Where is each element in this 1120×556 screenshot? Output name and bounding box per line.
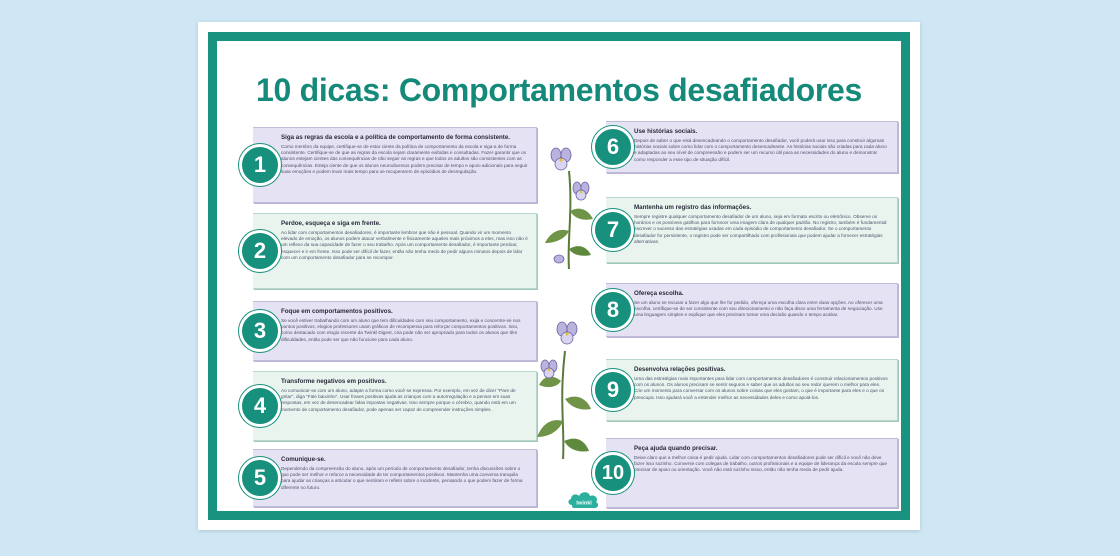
tip-text: Ao lidar com comportamentos desafiadores, é importante lembrar que não é pessoal. Quando vir um momento elevado de emoção, os alunos podem atacar verbalmente e fisicamente aqueles mais próximos a eles, mas isso não é um reflexo da sua capacidade de fazer o seu trabalho. Após um comportamento desafiador, é importante perdoar, esquecer e ir em frente. Isso pode ser difícil de fazer, então não tenha medo de pedir alguns minutos depois de lidar com um comportamento desafiador para se recompor. bbox=[281, 230, 528, 260]
tip-number: 3 bbox=[239, 310, 281, 352]
tip-5 bbox=[239, 449, 537, 507]
poster-sheet bbox=[198, 22, 920, 530]
tip-heading: Siga as regras da escola e a política de comportamento de forma consistente. bbox=[281, 134, 511, 141]
tip-number: 7 bbox=[592, 209, 634, 251]
tip-2 bbox=[239, 213, 537, 289]
tip-text: Deixe claro que a melhor coisa é pedir ajuda. Lidar com comportamentos desafiadores pode ser difícil e você não deve fazer isso sozinho. Converse com colegas de trabalho, outros profissionais e a equipe de liderança da escola sempre que precisar de apoio ou orientação. Você não está sozinho nisso, então não tenha medo de pedir ajuda. bbox=[634, 455, 888, 473]
tip-number: 8 bbox=[592, 289, 634, 331]
violet-flower-illustration-top bbox=[539, 131, 599, 271]
twinkl-logo bbox=[566, 489, 602, 519]
tip-text: Dependendo da compreensão do aluno, após um período de comportamento desafiador, tenha discussões sobre o que pode ser melhor e reforce a necessidade de ter comportamentos positivos. Mantenha uma conversa tranquila para ajudar as crianças a articular o que sentiram e refletir sobre o incidente, pensando o que podem fazer de forma diferente no futuro. bbox=[281, 466, 523, 490]
tip-heading: Peça ajuda quando precisar. bbox=[634, 445, 718, 452]
tip-text: Se você estiver trabalhando com um aluno que tem dificuldades com seu comportamento, exija e concentre-se nos pontos positivos, elogios professores usam gráficos de recompensa para reforçar comportamentos positivos. Isso, como destacado com elogio recente da Twinkl Digest, cria pode não ser apropriado para todos os alunos que têm dificuldades, então pode ser que não funcione para cada aluno. bbox=[281, 318, 521, 342]
tip-number: 10 bbox=[592, 452, 634, 494]
tip-10 bbox=[592, 438, 898, 508]
tip-4 bbox=[239, 371, 537, 441]
tip-text: Como membro da equipe, certifique-se de estar ciente da política de comportamento da escola e siga-a de forma consistente. Certifique-se de que as regras da escola sejam claramente exibidas e consultadas. Fazer garantir que os alunos estejam cientes das consequências de não seguir as regras e que todos os adultos são consistentes com as consequências. Esteja ciente de que os alunos neurodiversos podem precisar de tempo e apoio adicionais para seguir suas emoções e podem levar mais tempo para se recuperarem de episódios de desregulação. bbox=[281, 144, 528, 174]
svg-text:twinkl: twinkl bbox=[576, 500, 592, 507]
tip-text: Ao comunicar-se com um aluno, adapte a forma como você se expressa. Por exemplo, em vez de dizer "Pare de gritar", diga "Fale baixinho". Usar frases positivas ajuda as crianças com a autorregulação e a pensar em suas respostas, em vez de desencadear falas impostas negativas. Isso sempre porque o cérebro, quando está em um momento de comportamento desafiador, pode apenas ser capaz de compreender instruções simples. bbox=[281, 388, 516, 412]
tip-3 bbox=[239, 301, 537, 361]
tip-heading: Foque em comportamentos positivos. bbox=[281, 308, 393, 315]
tip-number: 9 bbox=[592, 369, 634, 411]
tip-number: 1 bbox=[239, 144, 281, 186]
poster-frame bbox=[208, 32, 910, 520]
tip-text: Uma das estratégias mais importantes para lidar com comportamentos desafiadores é construir relacionamentos positivos com os alunos. Os alunos precisam se sentir seguros e saber que os adultos ao seu redor querem o melhor para eles. Crie um momento para conversar com os alunos sobre coisas que eles gostam, o que é importante para eles e o que os preocupa. Isso ajudará você a entender melhor as necessidades deles e como apoiá-los. bbox=[634, 376, 888, 400]
tip-number: 5 bbox=[239, 457, 281, 499]
tip-number: 4 bbox=[239, 385, 281, 427]
poster-title: 10 dicas: Comportamentos desafiadores bbox=[256, 72, 862, 108]
tip-8 bbox=[592, 283, 898, 337]
tip-1 bbox=[239, 127, 537, 203]
tip-heading: Comunique-se. bbox=[281, 456, 326, 463]
tip-6 bbox=[592, 121, 898, 173]
tip-heading: Mantenha um registro das informações. bbox=[634, 204, 752, 211]
tip-text: Sempre registre qualquer comportamento desafiador de um aluno, seja em formato escrito ou eletrônico. Observe os horários e os possíveis gatilhos para fornecer uma imagem clara de qualquer padrão. No registro, também é fundamental escrever o sucesso das estratégias usadas em cada episódio de comportamento desafiador. Se o comportamento desafiador for persistente, o registro pode ser compartilhado com profissionais que podem ajudar a fornecer estratégias alternativas. bbox=[634, 214, 887, 244]
tip-heading: Desenvolva relações positivas. bbox=[634, 366, 726, 373]
tip-text: Se um aluno se recusar a fazer algo que lhe for pedido, ofereça uma escolha clara entre duas opções. Ao oferecer uma escolha, certifique-se de ser consistente com seu direcionamento e não faça disso uma ferramenta de negociação. Use uma linguagem simples e explique que eles precisam tomar uma decisão quando o tempo acabar. bbox=[634, 300, 883, 318]
tip-heading: Transforme negativos em positivos. bbox=[281, 378, 387, 385]
tip-heading: Perdoe, esqueça e siga em frente. bbox=[281, 220, 381, 227]
tip-text: Depois de saber o que está desencadeando o comportamento desafiador, você poderá usar isso para construir algumas histórias sociais sobre como lidar com o comportamento desencadeante. As histórias sociais são criadas para cada aluno e adaptadas ao seu nível de compreensão e podem ser um recurso útil para as necessidades do aluno e demonstrar como responder a esse tipo de situação difícil. bbox=[634, 138, 887, 162]
tip-number: 6 bbox=[592, 126, 634, 168]
tip-heading: Ofereça escolha. bbox=[634, 290, 684, 297]
tip-number: 2 bbox=[239, 230, 281, 272]
tip-heading: Use histórias sociais. bbox=[634, 128, 698, 135]
tip-9 bbox=[592, 359, 898, 421]
svg-text:visit twinkl.com: visit twinkl.com bbox=[572, 513, 596, 517]
violet-flower-illustration-bottom bbox=[533, 311, 597, 461]
tip-7 bbox=[592, 197, 898, 263]
